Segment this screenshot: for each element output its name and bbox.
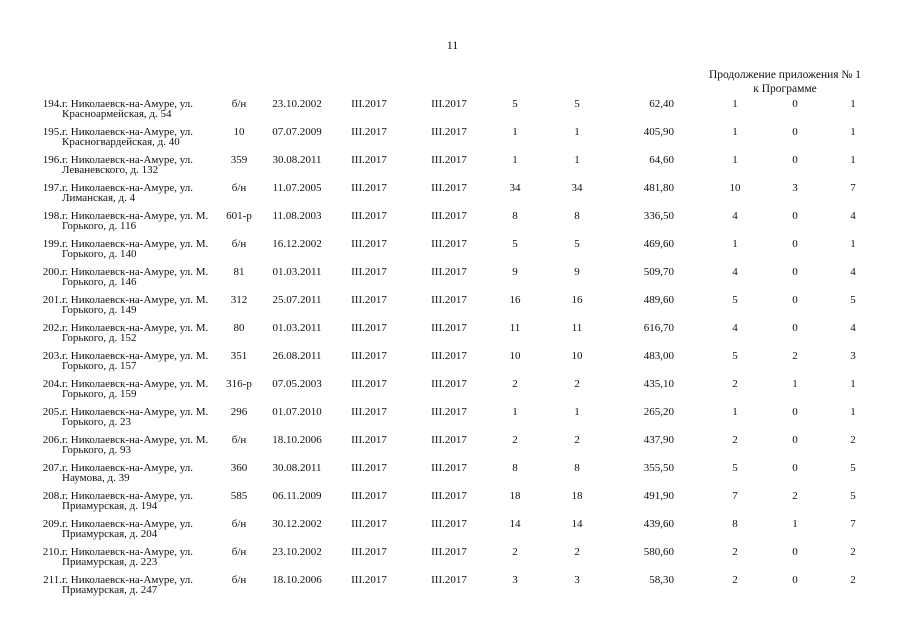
period-end-cell: III.2017 — [431, 154, 467, 166]
count-a-cell: 18 — [509, 490, 521, 502]
row-number: 206. — [42, 434, 62, 446]
document-date-cell: 07.07.2009 — [272, 126, 322, 138]
area-cell: 355,50 — [643, 462, 674, 474]
count-a-cell: 2 — [512, 546, 518, 558]
address-cell: г. Николаевск-на-Амуре, ул. Приамурская, д. 194 — [62, 490, 193, 512]
part-b-cell: 7 — [850, 518, 856, 530]
period-end-cell: III.2017 — [431, 98, 467, 110]
period-start-cell: III.2017 — [351, 350, 387, 362]
address-cell: г. Николаевск-на-Амуре, ул. М. Горького, д. 116 — [62, 210, 209, 232]
document-number-cell: б/н — [231, 182, 247, 194]
appendix-note-line2: к Программе — [753, 83, 817, 95]
part-a-cell: 1 — [792, 378, 798, 390]
part-b-cell: 5 — [850, 462, 856, 474]
part-b-cell: 4 — [850, 210, 856, 222]
count-b-cell: 2 — [574, 378, 580, 390]
area-cell: 439,60 — [643, 518, 674, 530]
address-cell: г. Николаевск-на-Амуре, ул. Красноармейская, д. 54 — [62, 98, 193, 120]
area-cell: 437,90 — [643, 434, 674, 446]
table-row — [0, 463, 905, 491]
appendix-note — [690, 68, 880, 96]
area-cell: 489,60 — [643, 294, 674, 306]
document-date-cell: 11.07.2005 — [272, 182, 322, 194]
total-cell: 1 — [732, 154, 738, 166]
count-a-cell: 8 — [512, 210, 518, 222]
address-cell: г. Николаевск-на-Амуре, ул. Наумова, д. 39 — [62, 462, 193, 484]
part-b-cell: 1 — [850, 154, 856, 166]
document-number-cell: б/н — [231, 518, 247, 530]
part-a-cell: 0 — [792, 238, 798, 250]
document-number-cell: б/н — [231, 574, 247, 586]
document-number-cell: 80 — [233, 322, 245, 334]
address-cell: г. Николаевск-на-Амуре, ул. Приамурская, д. 223 — [62, 546, 193, 568]
document-number-cell: 296 — [230, 406, 248, 418]
total-cell: 2 — [732, 378, 738, 390]
period-start-cell: III.2017 — [351, 98, 387, 110]
period-end-cell: III.2017 — [431, 378, 467, 390]
document-date-cell: 23.10.2002 — [272, 98, 322, 110]
period-end-cell: III.2017 — [431, 210, 467, 222]
part-a-cell: 0 — [792, 574, 798, 586]
count-a-cell: 1 — [512, 126, 518, 138]
address-cell: г. Николаевск-на-Амуре, ул. Красногвардейская, д. 40 — [62, 126, 193, 148]
table-row — [0, 491, 905, 519]
total-cell: 1 — [732, 126, 738, 138]
part-b-cell: 1 — [850, 98, 856, 110]
row-number: 202. — [42, 322, 62, 334]
part-a-cell: 0 — [792, 406, 798, 418]
part-a-cell: 2 — [792, 350, 798, 362]
count-a-cell: 5 — [512, 238, 518, 250]
row-number: 200. — [42, 266, 62, 278]
total-cell: 5 — [732, 350, 738, 362]
count-b-cell: 18 — [571, 490, 583, 502]
area-cell: 336,50 — [643, 210, 674, 222]
period-start-cell: III.2017 — [351, 518, 387, 530]
document-date-cell: 18.10.2006 — [272, 574, 322, 586]
table-row — [0, 99, 905, 127]
document-date-cell: 30.12.2002 — [272, 518, 322, 530]
document-date-cell: 01.07.2010 — [272, 406, 322, 418]
period-end-cell: III.2017 — [431, 434, 467, 446]
part-b-cell: 2 — [850, 574, 856, 586]
document-number-cell: 351 — [230, 350, 248, 362]
document-number-cell: 360 — [230, 462, 248, 474]
document-number-cell: 359 — [230, 154, 248, 166]
count-b-cell: 9 — [574, 266, 580, 278]
area-cell: 62,40 — [649, 98, 674, 110]
area-cell: 580,60 — [643, 546, 674, 558]
address-cell: г. Николаевск-на-Амуре, ул. М. Горького, д. 159 — [62, 378, 209, 400]
count-b-cell: 8 — [574, 210, 580, 222]
total-cell: 7 — [732, 490, 738, 502]
address-cell: г. Николаевск-на-Амуре, ул. М. Горького, д. 152 — [62, 322, 209, 344]
part-a-cell: 0 — [792, 462, 798, 474]
period-end-cell: III.2017 — [431, 490, 467, 502]
document-number-cell: б/н — [231, 434, 247, 446]
table-row — [0, 155, 905, 183]
count-a-cell: 34 — [509, 182, 521, 194]
period-start-cell: III.2017 — [351, 574, 387, 586]
part-a-cell: 0 — [792, 294, 798, 306]
count-a-cell: 11 — [509, 322, 521, 334]
document-date-cell: 11.08.2003 — [272, 210, 322, 222]
part-a-cell: 0 — [792, 210, 798, 222]
part-b-cell: 2 — [850, 546, 856, 558]
period-end-cell: III.2017 — [431, 350, 467, 362]
address-cell: г. Николаевск-на-Амуре, ул. Леваневского, д. 132 — [62, 154, 193, 176]
total-cell: 10 — [729, 182, 741, 194]
part-b-cell: 5 — [850, 294, 856, 306]
part-a-cell: 0 — [792, 126, 798, 138]
period-start-cell: III.2017 — [351, 378, 387, 390]
total-cell: 8 — [732, 518, 738, 530]
document-date-cell: 25.07.2011 — [272, 294, 322, 306]
count-b-cell: 5 — [574, 238, 580, 250]
total-cell: 5 — [732, 294, 738, 306]
period-start-cell: III.2017 — [351, 154, 387, 166]
period-end-cell: III.2017 — [431, 322, 467, 334]
count-a-cell: 2 — [512, 434, 518, 446]
table-row — [0, 547, 905, 575]
document-date-cell: 16.12.2002 — [272, 238, 322, 250]
part-b-cell: 3 — [850, 350, 856, 362]
table-row — [0, 239, 905, 267]
part-b-cell: 7 — [850, 182, 856, 194]
period-end-cell: III.2017 — [431, 574, 467, 586]
period-start-cell: III.2017 — [351, 546, 387, 558]
row-number: 209. — [42, 518, 62, 530]
appendix-note-line1: Продолжение приложения № 1 — [708, 69, 862, 81]
document-number-cell: 81 — [233, 266, 245, 278]
period-start-cell: III.2017 — [351, 210, 387, 222]
total-cell: 5 — [732, 462, 738, 474]
part-a-cell: 0 — [792, 154, 798, 166]
area-cell: 64,60 — [649, 154, 674, 166]
table-row — [0, 519, 905, 547]
period-start-cell: III.2017 — [351, 182, 387, 194]
count-b-cell: 10 — [571, 350, 583, 362]
table-row — [0, 323, 905, 351]
count-a-cell: 5 — [512, 98, 518, 110]
count-a-cell: 14 — [509, 518, 521, 530]
document-number-cell: б/н — [231, 546, 247, 558]
period-end-cell: III.2017 — [431, 182, 467, 194]
period-start-cell: III.2017 — [351, 322, 387, 334]
period-end-cell: III.2017 — [431, 294, 467, 306]
address-cell: г. Николаевск-на-Амуре, ул. М. Горького, д. 149 — [62, 294, 209, 316]
table-row — [0, 127, 905, 155]
document-number-cell: 316-р — [226, 378, 252, 390]
area-cell: 265,20 — [643, 406, 674, 418]
count-b-cell: 1 — [574, 406, 580, 418]
count-a-cell: 16 — [509, 294, 521, 306]
table-row — [0, 183, 905, 211]
part-a-cell: 0 — [792, 322, 798, 334]
count-b-cell: 16 — [571, 294, 583, 306]
count-b-cell: 5 — [574, 98, 580, 110]
document-date-cell: 26.08.2011 — [272, 350, 322, 362]
part-b-cell: 4 — [850, 322, 856, 334]
row-number: 208. — [42, 490, 62, 502]
part-a-cell: 0 — [792, 546, 798, 558]
row-number: 195. — [42, 126, 62, 138]
part-a-cell: 1 — [792, 518, 798, 530]
count-b-cell: 11 — [571, 322, 583, 334]
table-row — [0, 351, 905, 379]
row-number: 205. — [42, 406, 62, 418]
row-number: 196. — [42, 154, 62, 166]
total-cell: 2 — [732, 434, 738, 446]
document-number-cell: б/н — [231, 98, 247, 110]
document-number-cell: 10 — [233, 126, 245, 138]
address-cell: г. Николаевск-на-Амуре, ул. Приамурская, д. 204 — [62, 518, 193, 540]
part-b-cell: 1 — [850, 406, 856, 418]
document-date-cell: 06.11.2009 — [272, 490, 322, 502]
table-row — [0, 267, 905, 295]
row-number: 197. — [42, 182, 62, 194]
area-cell: 481,80 — [643, 182, 674, 194]
total-cell: 2 — [732, 546, 738, 558]
part-b-cell: 4 — [850, 266, 856, 278]
count-b-cell: 2 — [574, 434, 580, 446]
period-end-cell: III.2017 — [431, 238, 467, 250]
address-cell: г. Николаевск-на-Амуре, ул. Приамурская, д. 247 — [62, 574, 193, 596]
part-a-cell: 0 — [792, 98, 798, 110]
period-start-cell: III.2017 — [351, 490, 387, 502]
address-cell: г. Николаевск-на-Амуре, ул. М. Горького, д. 93 — [62, 434, 209, 456]
area-cell: 405,90 — [643, 126, 674, 138]
row-number: 201. — [42, 294, 62, 306]
document-date-cell: 01.03.2011 — [272, 322, 322, 334]
count-b-cell: 3 — [574, 574, 580, 586]
address-cell: г. Николаевск-на-Амуре, ул. М. Горького, д. 146 — [62, 266, 209, 288]
row-number: 210. — [42, 546, 62, 558]
area-cell: 483,00 — [643, 350, 674, 362]
row-number: 204. — [42, 378, 62, 390]
part-a-cell: 0 — [792, 434, 798, 446]
period-end-cell: III.2017 — [431, 546, 467, 558]
period-end-cell: III.2017 — [431, 462, 467, 474]
table-row — [0, 435, 905, 463]
area-cell: 509,70 — [643, 266, 674, 278]
count-a-cell: 1 — [512, 154, 518, 166]
area-cell: 469,60 — [643, 238, 674, 250]
period-start-cell: III.2017 — [351, 266, 387, 278]
table-row — [0, 295, 905, 323]
address-cell: г. Николаевск-на-Амуре, ул. М. Горького, д. 140 — [62, 238, 209, 260]
total-cell: 2 — [732, 574, 738, 586]
row-number: 203. — [42, 350, 62, 362]
period-start-cell: III.2017 — [351, 294, 387, 306]
part-b-cell: 1 — [850, 126, 856, 138]
document-date-cell: 18.10.2006 — [272, 434, 322, 446]
document-number-cell: 585 — [230, 490, 248, 502]
total-cell: 4 — [732, 266, 738, 278]
period-end-cell: III.2017 — [431, 518, 467, 530]
area-cell: 58,30 — [649, 574, 674, 586]
count-b-cell: 2 — [574, 546, 580, 558]
document-date-cell: 01.03.2011 — [272, 266, 322, 278]
area-cell: 491,90 — [643, 490, 674, 502]
page-number: 11 — [446, 38, 459, 52]
address-cell: г. Николаевск-на-Амуре, ул. М. Горького, д. 23 — [62, 406, 209, 428]
count-a-cell: 1 — [512, 406, 518, 418]
period-start-cell: III.2017 — [351, 406, 387, 418]
row-number: 198. — [42, 210, 62, 222]
count-b-cell: 8 — [574, 462, 580, 474]
count-b-cell: 14 — [571, 518, 583, 530]
period-start-cell: III.2017 — [351, 238, 387, 250]
data-table — [0, 99, 905, 603]
total-cell: 1 — [732, 238, 738, 250]
row-number: 207. — [42, 462, 62, 474]
period-end-cell: III.2017 — [431, 126, 467, 138]
document-date-cell: 30.08.2011 — [272, 462, 322, 474]
count-a-cell: 9 — [512, 266, 518, 278]
count-b-cell: 1 — [574, 126, 580, 138]
document-number-cell: 312 — [230, 294, 248, 306]
period-start-cell: III.2017 — [351, 462, 387, 474]
document-date-cell: 30.08.2011 — [272, 154, 322, 166]
table-row — [0, 407, 905, 435]
count-b-cell: 34 — [571, 182, 583, 194]
total-cell: 1 — [732, 98, 738, 110]
part-a-cell: 0 — [792, 266, 798, 278]
row-number: 211. — [43, 574, 62, 586]
address-cell: г. Николаевск-на-Амуре, ул. М. Горького, д. 157 — [62, 350, 209, 372]
period-end-cell: III.2017 — [431, 406, 467, 418]
period-start-cell: III.2017 — [351, 434, 387, 446]
row-number: 199. — [42, 238, 62, 250]
period-start-cell: III.2017 — [351, 126, 387, 138]
area-cell: 616,70 — [643, 322, 674, 334]
table-row — [0, 379, 905, 407]
document-date-cell: 23.10.2002 — [272, 546, 322, 558]
count-a-cell: 3 — [512, 574, 518, 586]
total-cell: 4 — [732, 322, 738, 334]
part-b-cell: 1 — [850, 238, 856, 250]
total-cell: 1 — [732, 406, 738, 418]
part-a-cell: 2 — [792, 490, 798, 502]
period-end-cell: III.2017 — [431, 266, 467, 278]
total-cell: 4 — [732, 210, 738, 222]
part-a-cell: 3 — [792, 182, 798, 194]
table-row — [0, 575, 905, 603]
count-a-cell: 2 — [512, 378, 518, 390]
part-b-cell: 1 — [850, 378, 856, 390]
address-cell: г. Николаевск-на-Амуре, ул. Лиманская, д. 4 — [62, 182, 193, 204]
table-row — [0, 211, 905, 239]
part-b-cell: 5 — [850, 490, 856, 502]
count-a-cell: 8 — [512, 462, 518, 474]
count-b-cell: 1 — [574, 154, 580, 166]
document-number-cell: 601-р — [226, 210, 252, 222]
count-a-cell: 10 — [509, 350, 521, 362]
document-number-cell: б/н — [231, 238, 247, 250]
area-cell: 435,10 — [643, 378, 674, 390]
row-number: 194. — [42, 98, 62, 110]
document-date-cell: 07.05.2003 — [272, 378, 322, 390]
part-b-cell: 2 — [850, 434, 856, 446]
